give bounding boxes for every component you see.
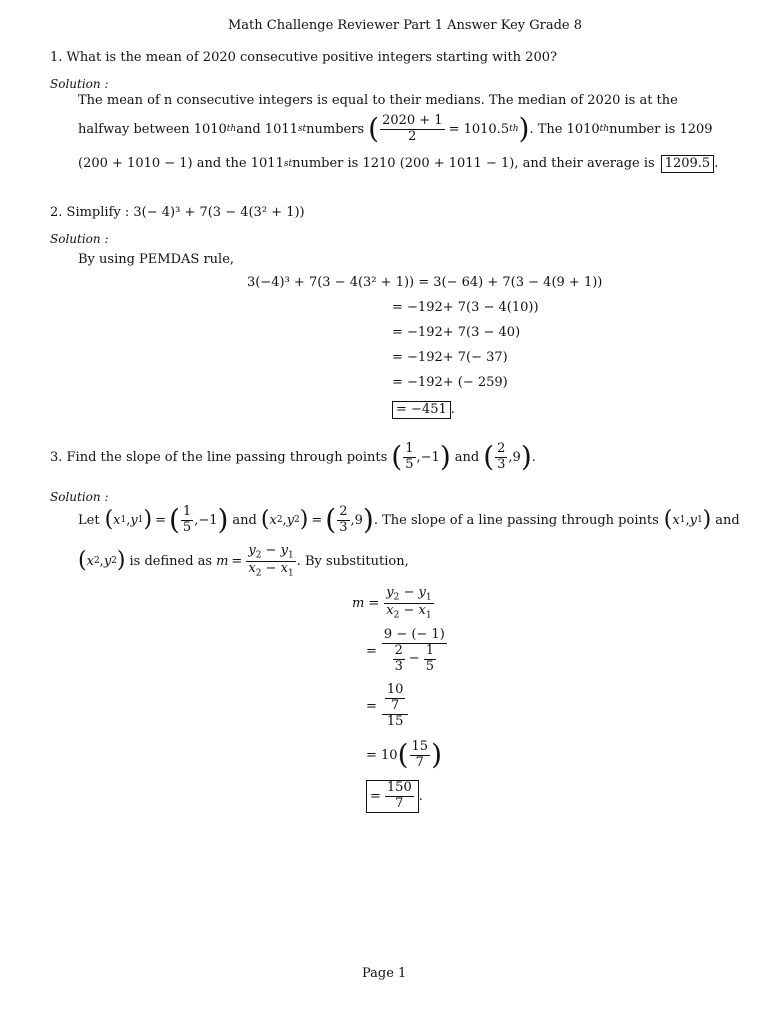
fraction-numerator: 1 (182, 504, 192, 519)
fraction-numerator: 15 (411, 739, 429, 754)
solution-label-3: Solution : (50, 490, 109, 504)
q2-step-1: 3(−4)³ + 7(3 − 4(3² + 1)) = 3(− 64) + 7(3 − 4(9 + 1)) (247, 275, 603, 290)
q3-by-sub: . By substitution, (296, 553, 409, 569)
q3-step-1: m = $\frac{y_2 - y_1}{x_2 - x_1}$ (352, 585, 432, 621)
q3-point1-x (403, 442, 415, 473)
q1-solution-line3 (78, 155, 718, 173)
q3-period: . (418, 788, 423, 804)
q2-step-2: = −192+ 7(3 − 4(10)) (392, 300, 539, 315)
q1-median-fraction (380, 114, 445, 145)
fraction-denominator: 5 (425, 658, 435, 674)
q3-solution-line1: Let ( x 1 , y 1 ) = ( $\frac{1}{5}$ ,−1 ) and ( x 2 , y 2 ) = ( $\frac{2}{3}$ ,9 ) . The slope of a line passing through points ( x 1 , y 1 ) and (78, 503, 740, 537)
q3-def-text: . The slope of a line passing through points (373, 512, 659, 528)
q1-text-f: number is 1209 (609, 121, 713, 137)
question-3: 3. Find the slope of the line passing through points ( $\frac{1}{5}$ ,−1 ) and ( $\frac{2}{3}$ ,9 ) . (50, 440, 536, 474)
q3-solution-line2: ( x 2 , y 2 ) is defined as m = $\frac{y_2 - y_1}{x_2 - x_1}$ . By substitution, (78, 543, 409, 579)
q1-answer-box: 1209.5 (661, 155, 715, 173)
step2-numerator: 9 − (− 1) (383, 627, 445, 642)
fraction-numerator: 10 (386, 682, 404, 697)
q3-point2-x (495, 442, 507, 473)
q1-text-b: and 1011 (236, 121, 298, 137)
q3-is-defined: is defined as (129, 553, 213, 569)
step4-prefix: = 10 (366, 747, 398, 763)
q1-text-d: = 1010.5 (448, 121, 510, 137)
fraction-numerator: 2 (339, 504, 348, 519)
q3-let-x1 (181, 505, 193, 536)
fraction-numerator: 2 (497, 441, 506, 456)
q3-point2-y: ,9 (508, 449, 521, 465)
q2-answer-row (392, 401, 455, 419)
paren-open: ( (483, 440, 495, 474)
paren-open: ( (391, 440, 403, 474)
fraction-numerator: 2020 + 1 (382, 113, 443, 128)
paren-close: ) (520, 440, 532, 474)
q1-text-a: halfway between 1010 (78, 121, 227, 137)
question-1: 1. What is the mean of 2020 consecutive positive integers starting with 200? (50, 50, 557, 65)
q3-and: and (454, 449, 480, 465)
q3-and-2: and (715, 512, 740, 528)
paren-close: ) (518, 112, 530, 146)
q1-text-g: (200 + 1010 − 1) and the 1011 (78, 156, 284, 172)
fraction-numerator: 2 (394, 642, 403, 658)
q2-step-4: = −192+ 7(− 37) (392, 350, 508, 365)
q1-sup-st: st (297, 124, 307, 135)
q2-step-3: = −192+ 7(3 − 40) (392, 325, 521, 340)
q1-text-h: number is 1210 (200 + 1011 − 1), and their average is (292, 156, 655, 172)
q3-let-y1: ,−1 (194, 512, 218, 528)
fraction-denominator: 5 (405, 456, 414, 472)
q3-let: Let (78, 512, 100, 528)
q1-sup-th-2: th (509, 124, 519, 135)
page-title: Math Challenge Reviewer Part 1 Answer Key Grade 8 (228, 18, 583, 33)
q1-text-e: . The 1010 (529, 121, 600, 137)
fraction-denominator: 3 (394, 658, 403, 674)
fraction-denominator: 3 (497, 456, 506, 472)
q3-step-3: = $\frac{\frac{10}{7}}{15}$ (366, 683, 409, 730)
q3-let-and: and (232, 512, 257, 528)
paren-close: ) (439, 440, 451, 474)
q2-answer-box: = −451 (392, 401, 451, 419)
fraction-numerator: 1 (425, 642, 435, 658)
q1-solution-line2 (78, 114, 713, 145)
fraction-denominator: 3 (339, 519, 348, 535)
q2-period: . (450, 402, 455, 417)
q1-period: . (714, 156, 719, 172)
step3-denominator: 15 (386, 713, 404, 729)
q3-answer-box: = $\frac{150}{7}$ (366, 780, 419, 813)
q3-let-x2 (337, 505, 349, 536)
q1-sup-th-3: th (599, 124, 610, 135)
fraction-numerator: 150 (386, 780, 412, 795)
question-2: 2. Simplify : 3(− 4)³ + 7(3 − 4(3² + 1)) (50, 205, 305, 220)
q3-step-2: = 9 − (− 1) $\frac{2}{3}$ − $\frac{1}{5}$ (366, 627, 445, 674)
fraction-denominator: 7 (395, 795, 404, 811)
q2-step-5: = −192+ (− 259) (392, 375, 508, 390)
q1-sup-st-2: st (283, 158, 293, 169)
q3-point1-y: ,−1 (416, 449, 440, 465)
paren-open: ( (368, 112, 380, 146)
fraction-denominator: 7 (391, 697, 400, 713)
q2-intro: By using PEMDAS rule, (78, 252, 235, 267)
q1-solution-line1: The mean of n consecutive integers is equal to their medians. The median of 2020 is at the (78, 93, 678, 108)
slope-formula-fraction: $\frac{y_2 - y_1}{x_2 - x_1}$ (248, 543, 294, 579)
q3-step-4: = 10 ( $\frac{15}{7}$ ) (366, 738, 442, 772)
page-number: Page 1 (362, 966, 407, 981)
solution-label-2: Solution : (50, 232, 109, 246)
fraction-denominator: 7 (415, 754, 424, 770)
fraction-denominator: 2 (408, 128, 417, 144)
fraction-denominator: 5 (182, 519, 192, 535)
q1-sup-th: th (226, 124, 237, 135)
q3-answer-row (366, 780, 423, 813)
solution-label-1: Solution : (50, 77, 109, 91)
q3-let-y2: ,9 (350, 512, 363, 528)
q3-question-text: 3. Find the slope of the line passing through points (50, 449, 388, 465)
q1-text-c: numbers (306, 121, 365, 137)
fraction-numerator: 1 (405, 441, 414, 456)
